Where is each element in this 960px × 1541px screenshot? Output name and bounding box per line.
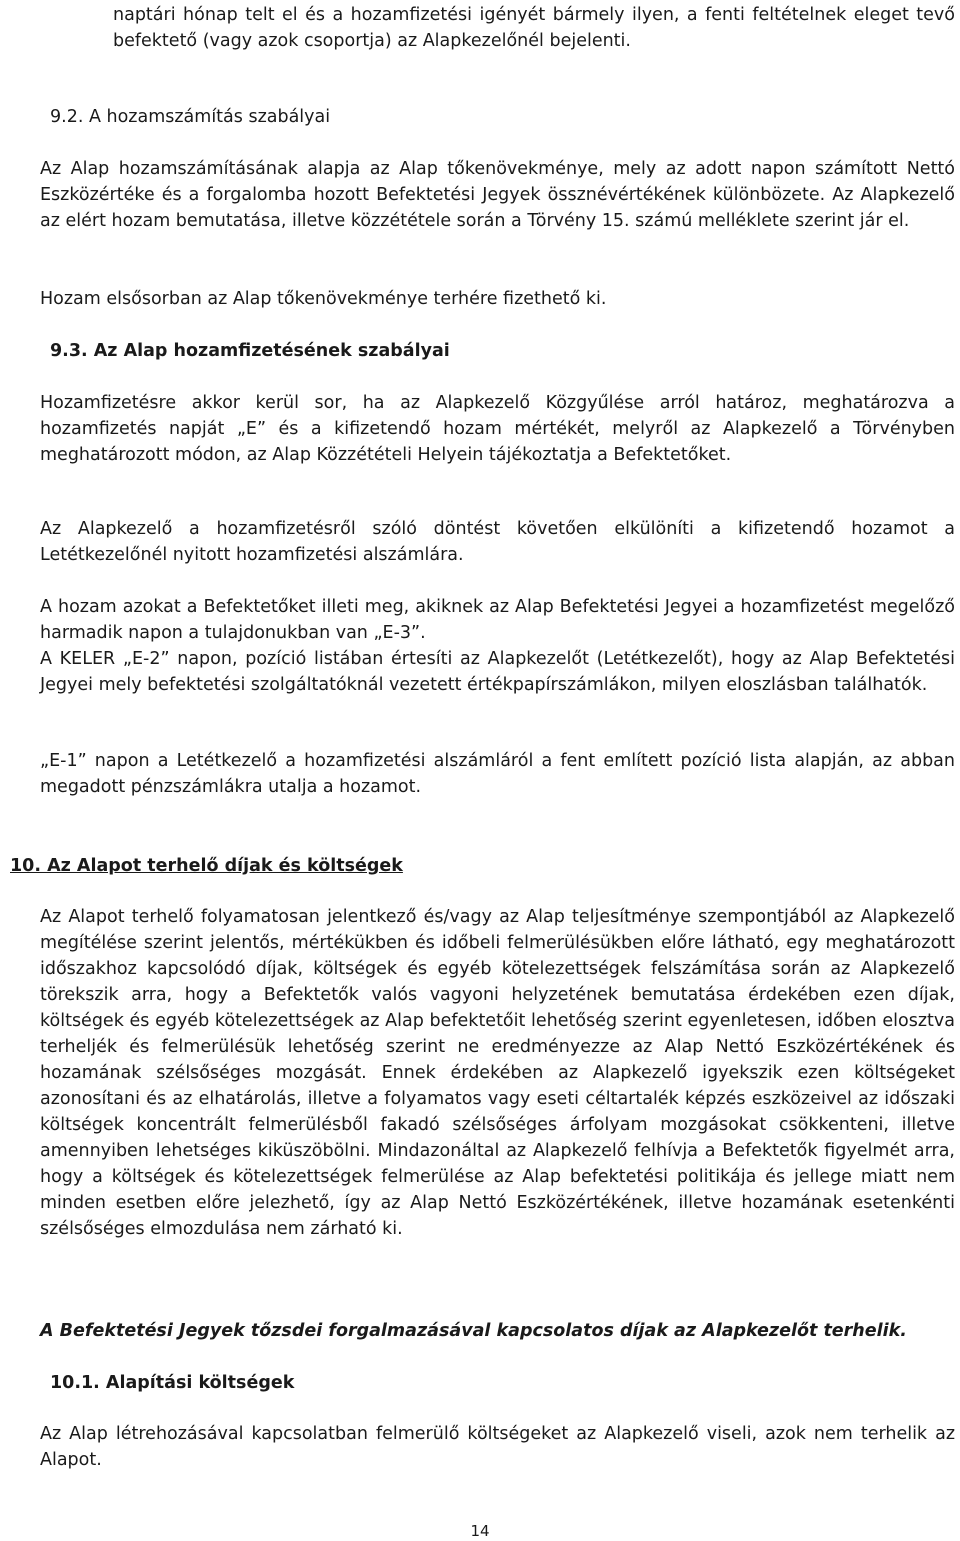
heading-10: 10. Az Alapot terhelő díjak és költségek <box>10 856 403 876</box>
sec-9-3-paragraph-1: Hozamfizetésre akkor kerül sor, ha az Alapkezelő Közgyűlése arról határoz, meghatározva a hozamfizetés napját „E” és a kifizetendő hozam mértékét, melyről az Alapkezelő a Törvényben meghatározott módon, az Alap Közzétételi Helyein tájékoztatja a Befektetőket. <box>40 393 955 465</box>
sec-10-note: A Befektetési Jegyek tőzsdei forgalmazásával kapcsolatos díjak az Alapkezelőt terhelik. <box>40 1321 907 1341</box>
sec-10-1-paragraph-1: Az Alap létrehozásával kapcsolatban felmerülő költségeket az Alapkezelő viseli, azok nem terhelik az Alapot. <box>40 1424 955 1470</box>
sec-9-3-paragraph-4: A KELER „E-2” napon, pozíció listában értesíti az Alapkezelőt (Letétkezelőt), hogy az Alap Befektetési Jegyei mely befektetési szolgáltatóknál vezetett értékpapírszámlákon, milyen eloszlásban találhatók. <box>40 649 955 695</box>
sec-9-3-paragraph-5: „E-1” napon a Letétkezelő a hozamfizetési alszámláról a fent említett pozíció lista alapján, az abban megadott pénzszámlákra utalja a hozamot. <box>40 751 955 797</box>
heading-9-3: 9.3. Az Alap hozamfizetésének szabályai <box>50 341 450 361</box>
heading-10-1: 10.1. Alapítási költségek <box>50 1373 295 1393</box>
sec-9-3-paragraph-2: Az Alapkezelő a hozamfizetésről szóló döntést követően elkülöníti a kifizetendő hozamot a Letétkezelőnél nyitott hozamfizetési alszámlára. <box>40 519 955 565</box>
sec-10-paragraph-1: Az Alapot terhelő folyamatosan jelentkező és/vagy az Alap teljesítménye szempontjából az Alapkezelő megítélése szerint jelentős, mértékükben és időbeli felmerülésükben előre látható, egy meghatározott időszakhoz kapcsolódó díjak, költségek és egyéb kötelezettségek felszámítása során az Alapkezelő törekszik arra, hogy a Befektetők valós vagyoni helyzetének bemutatása érdekében ezen díjak, költségek és egyéb kötelezettségek az Alap befektetőit lehetőség szerint egyenletesen, időben elosztva terheljék és felmerülésük lehetőség szerint ne eredményezze az Alap Nettó Eszközértékének és hozamának szélsőséges mozgását. Ennek érdekében az Alapkezelő igyekszik ezen költségeket azonosítani és az elhatárolás, illetve a folyamatos vagy eseti céltartalék képzés eszközeivel az időszaki költségek koncentrált felmerülésből fakadó szélsőséges árfolyam mozgásokat csökkenteni, illetve amennyiben lehetséges kiküszöbölni. Mindazonáltal az Alapkezelő felhívja a Befektetők figyelmét arra, hogy a költségek és kötelezettségek felmerülése az Alap befektetési politikája és jellege miatt nem minden esetben előre jelezhető, így az Alap Nettó Eszközértékének, illetve hozamának esetenkénti szélsőséges elmozdulása nem zárható ki. <box>40 907 955 1239</box>
intro-paragraph: naptári hónap telt el és a hozamfizetési igényét bármely ilyen, a fenti feltételnek eleget tevő befektető (vagy azok csoportja) az Alapkezelőnél bejelenti. <box>113 5 955 51</box>
heading-9-2: 9.2. A hozamszámítás szabályai <box>50 107 331 127</box>
sec-9-3-paragraph-3: A hozam azokat a Befektetőket illeti meg, akiknek az Alap Befektetési Jegyei a hozamfizetést megelőző harmadik napon a tulajdonukban van „E-3”. <box>40 597 955 643</box>
page-number: 14 <box>470 1522 490 1540</box>
sec-9-2-paragraph-1: Az Alap hozamszámításának alapja az Alap tőkenövekménye, mely az adott napon számított Nettó Eszközértéke és a forgalomba hozott Befektetési Jegyek össznévértékének különbözete. Az Alapkezelő az elért hozam bemutatása, illetve közzététele során a Törvény 15. számú melléklete szerint jár el. <box>40 159 955 231</box>
sec-9-2-paragraph-2: Hozam elsősorban az Alap tőkenövekménye terhére fizethető ki. <box>40 289 607 309</box>
